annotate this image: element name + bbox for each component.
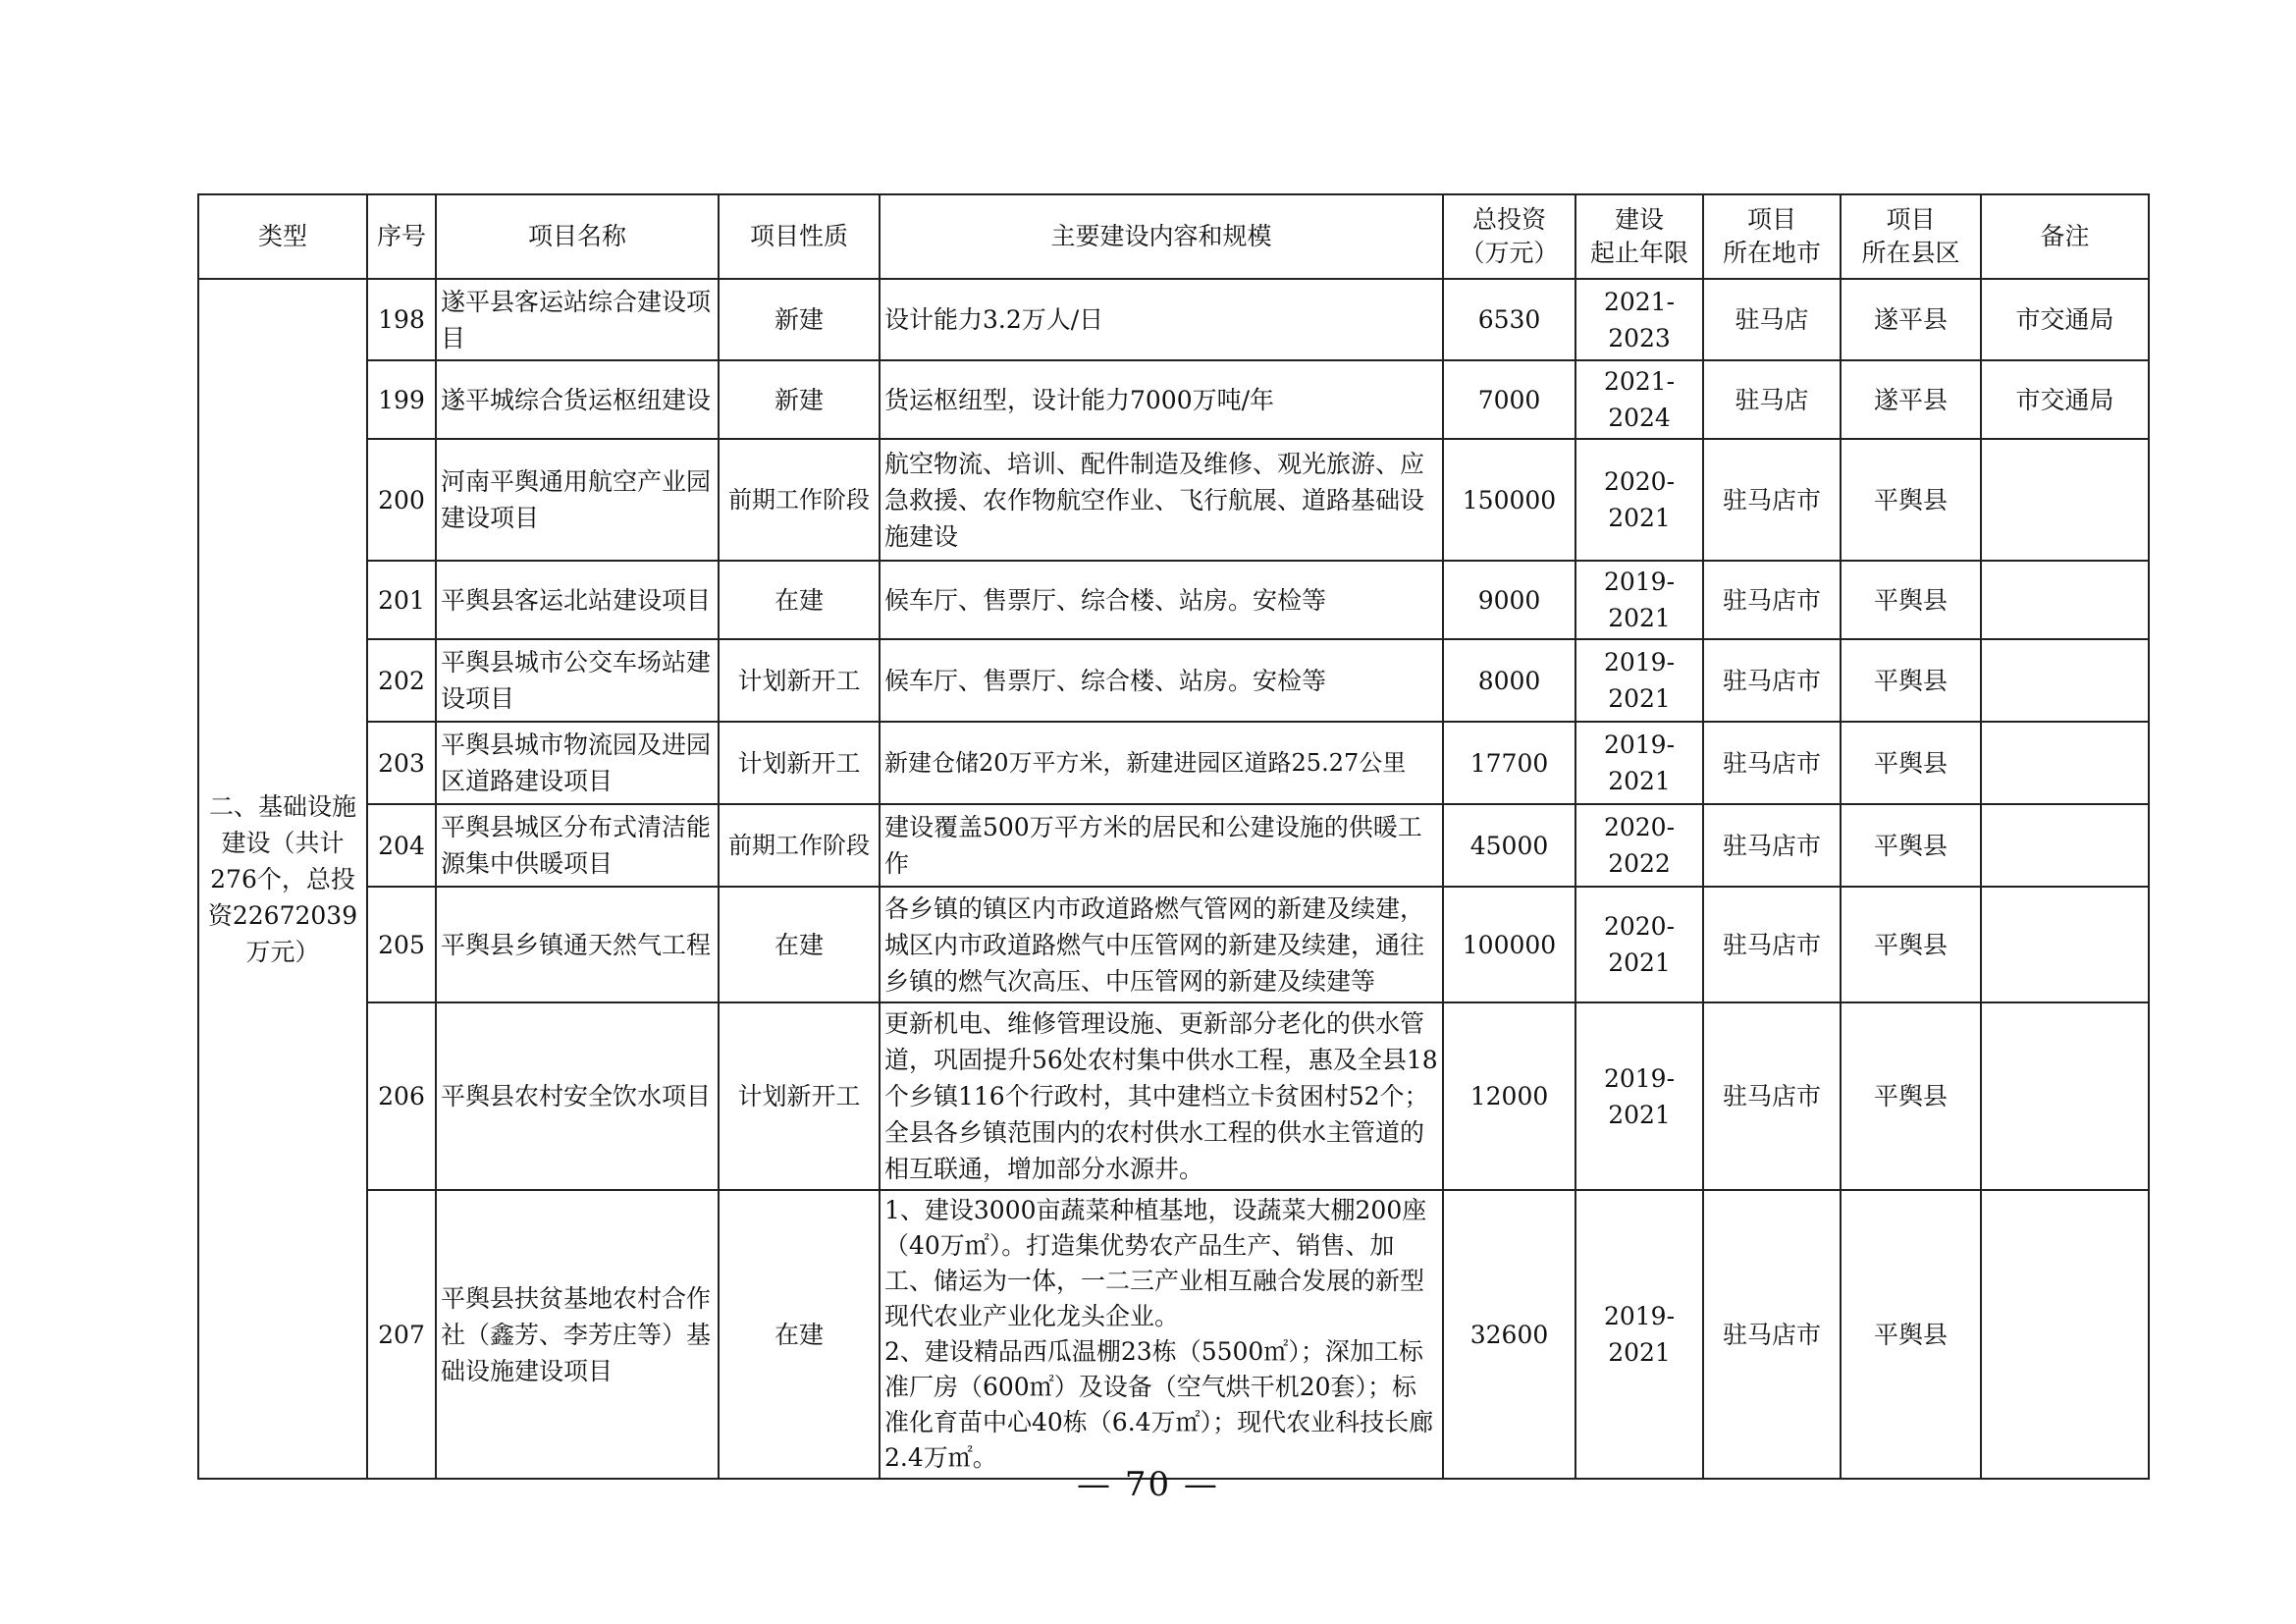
cell-remark	[1981, 439, 2149, 561]
header-city-line2: 所在地市	[1722, 239, 1821, 267]
cell-nature: 在建	[719, 887, 880, 1002]
header-county-line2: 所在县区	[1861, 239, 1960, 267]
cell-nature: 前期工作阶段	[719, 804, 880, 887]
header-no: 序号	[367, 194, 436, 279]
cell-city: 驻马店市	[1703, 804, 1841, 887]
table-row	[198, 1190, 2149, 1479]
cell-county: 平舆县	[1841, 439, 1981, 561]
table-row	[198, 804, 2149, 887]
cell-project-name: 平舆县农村安全饮水项目	[436, 1002, 719, 1190]
cell-county: 遂平县	[1841, 279, 1981, 360]
header-period-line2: 起止年限	[1589, 239, 1688, 267]
cell-project-name: 平舆县城市物流园及进园区道路建设项目	[436, 722, 719, 804]
cell-remark	[1981, 639, 2149, 722]
header-city	[1703, 194, 1841, 279]
cell-nature: 新建	[719, 360, 880, 439]
table-row	[198, 722, 2149, 804]
cell-no: 198	[367, 279, 436, 360]
cell-investment: 32600	[1443, 1190, 1575, 1479]
header-nature: 项目性质	[719, 194, 880, 279]
header-investment-line1: 总投资	[1471, 205, 1546, 234]
header-county-line1: 项目	[1886, 205, 1936, 234]
cell-county: 平舆县	[1841, 722, 1981, 804]
cell-period: 2020-2022	[1575, 804, 1703, 887]
cell-city: 驻马店市	[1703, 1190, 1841, 1479]
header-period-line1: 建设	[1614, 205, 1664, 234]
cell-remark	[1981, 804, 2149, 887]
cell-county: 遂平县	[1841, 360, 1981, 439]
cell-no: 204	[367, 804, 436, 887]
cell-remark	[1981, 1002, 2149, 1190]
page-number: — 70 —	[1077, 1465, 1219, 1504]
cell-project-name: 遂平城综合货运枢纽建设	[436, 360, 719, 439]
cell-no: 205	[367, 887, 436, 1002]
cell-investment: 12000	[1443, 1002, 1575, 1190]
header-city-line1: 项目	[1746, 205, 1796, 234]
header-name: 项目名称	[436, 194, 719, 279]
cell-remark	[1981, 561, 2149, 639]
cell-project-name: 遂平县客运站综合建设项目	[436, 279, 719, 360]
cell-no: 207	[367, 1190, 436, 1479]
header-type: 类型	[198, 194, 367, 279]
cell-period: 2019-2021	[1575, 1002, 1703, 1190]
cell-nature: 计划新开工	[719, 722, 880, 804]
cell-nature: 计划新开工	[719, 639, 880, 722]
cell-investment: 100000	[1443, 887, 1575, 1002]
cell-period: 2019-2021	[1575, 639, 1703, 722]
cell-period: 2020-2021	[1575, 887, 1703, 1002]
cell-period: 2021-2024	[1575, 360, 1703, 439]
cell-no: 199	[367, 360, 436, 439]
cell-content: 1、建设3000亩蔬菜种植基地，设蔬菜大棚200座（40万㎡）。打造集优势农产品生产、销售、加工、储运为一体，一二三产业相互融合发展的新型现代农业产业化龙头企业。 2、建设精品西瓜温棚23栋（5500㎡）；深加工标准厂房（600㎡）及设备（空气烘干机20套）；标准化育苗中心40栋（6.4万㎡）；现代农业科技长廊2.4万㎡。	[880, 1190, 1443, 1479]
cell-remark	[1981, 887, 2149, 1002]
cell-project-name: 平舆县乡镇通天然气工程	[436, 887, 719, 1002]
cell-project-name: 平舆县城区分布式清洁能源集中供暖项目	[436, 804, 719, 887]
cell-content: 各乡镇的镇区内市政道路燃气管网的新建及续建，城区内市政道路燃气中压管网的新建及续建，通往乡镇的燃气次高压、中压管网的新建及续建等	[880, 887, 1443, 1002]
cell-investment: 45000	[1443, 804, 1575, 887]
cell-no: 200	[367, 439, 436, 561]
cell-city: 驻马店市	[1703, 561, 1841, 639]
cell-project-name: 平舆县城市公交车场站建设项目	[436, 639, 719, 722]
cell-county: 平舆县	[1841, 1002, 1981, 1190]
cell-nature: 在建	[719, 561, 880, 639]
cell-investment: 7000	[1443, 360, 1575, 439]
table-row	[198, 887, 2149, 1002]
cell-city: 驻马店市	[1703, 1002, 1841, 1190]
cell-county: 平舆县	[1841, 561, 1981, 639]
cell-content: 货运枢纽型，设计能力7000万吨/年	[880, 360, 1443, 439]
header-period	[1575, 194, 1703, 279]
cell-remark	[1981, 1190, 2149, 1479]
cell-city: 驻马店市	[1703, 639, 1841, 722]
cell-remark	[1981, 722, 2149, 804]
cell-investment: 6530	[1443, 279, 1575, 360]
cell-investment: 9000	[1443, 561, 1575, 639]
header-row	[198, 194, 2149, 279]
cell-county: 平舆县	[1841, 639, 1981, 722]
cell-county: 平舆县	[1841, 887, 1981, 1002]
cell-content: 候车厅、售票厅、综合楼、站房。安检等	[880, 639, 1443, 722]
cell-period: 2019-2021	[1575, 561, 1703, 639]
cell-city: 驻马店	[1703, 360, 1841, 439]
cell-project-name: 平舆县客运北站建设项目	[436, 561, 719, 639]
cell-content: 航空物流、培训、配件制造及维修、观光旅游、应急救援、农作物航空作业、飞行航展、道路基础设施建设	[880, 439, 1443, 561]
cell-period: 2019-2021	[1575, 1190, 1703, 1479]
cell-nature: 在建	[719, 1190, 880, 1479]
header-county	[1841, 194, 1981, 279]
table-row	[198, 639, 2149, 722]
table-row	[198, 561, 2149, 639]
cell-nature: 新建	[719, 279, 880, 360]
header-remark: 备注	[1981, 194, 2149, 279]
cell-remark: 市交通局	[1981, 360, 2149, 439]
cell-period: 2021-2023	[1575, 279, 1703, 360]
cell-county: 平舆县	[1841, 804, 1981, 887]
cell-investment: 17700	[1443, 722, 1575, 804]
cell-content: 建设覆盖500万平方米的居民和公建设施的供暖工作	[880, 804, 1443, 887]
header-investment-line2: （万元）	[1460, 239, 1559, 267]
cell-content: 设计能力3.2万人/日	[880, 279, 1443, 360]
cell-period: 2019-2021	[1575, 722, 1703, 804]
cell-no: 202	[367, 639, 436, 722]
cell-county: 平舆县	[1841, 1190, 1981, 1479]
cell-content: 候车厅、售票厅、综合楼、站房。安检等	[880, 561, 1443, 639]
header-investment	[1443, 194, 1575, 279]
cell-nature: 计划新开工	[719, 1002, 880, 1190]
cell-project-name: 平舆县扶贫基地农村合作社（鑫芳、李芳庄等）基础设施建设项目	[436, 1190, 719, 1479]
cell-content: 更新机电、维修管理设施、更新部分老化的供水管道，巩固提升56处农村集中供水工程，惠及全县18个乡镇116个行政村，其中建档立卡贫困村52个；全县各乡镇范围内的农村供水工程的供水主管道的相互联通，增加部分水源井。	[880, 1002, 1443, 1190]
category-cell: 二、基础设施建设（共计276个，总投资22672039万元）	[198, 279, 367, 1479]
cell-no: 201	[367, 561, 436, 639]
table-row	[198, 439, 2149, 561]
cell-period: 2020-2021	[1575, 439, 1703, 561]
project-table	[197, 193, 2150, 1480]
cell-no: 203	[367, 722, 436, 804]
cell-city: 驻马店市	[1703, 439, 1841, 561]
cell-investment: 8000	[1443, 639, 1575, 722]
table-row	[198, 360, 2149, 439]
cell-project-name: 河南平舆通用航空产业园建设项目	[436, 439, 719, 561]
cell-city: 驻马店	[1703, 279, 1841, 360]
cell-remark: 市交通局	[1981, 279, 2149, 360]
header-content: 主要建设内容和规模	[880, 194, 1443, 279]
cell-content: 新建仓储20万平方米，新建进园区道路25.27公里	[880, 722, 1443, 804]
cell-no: 206	[367, 1002, 436, 1190]
table-row	[198, 279, 2149, 360]
cell-city: 驻马店市	[1703, 722, 1841, 804]
cell-nature: 前期工作阶段	[719, 439, 880, 561]
cell-city: 驻马店市	[1703, 887, 1841, 1002]
cell-investment: 150000	[1443, 439, 1575, 561]
table-row	[198, 1002, 2149, 1190]
